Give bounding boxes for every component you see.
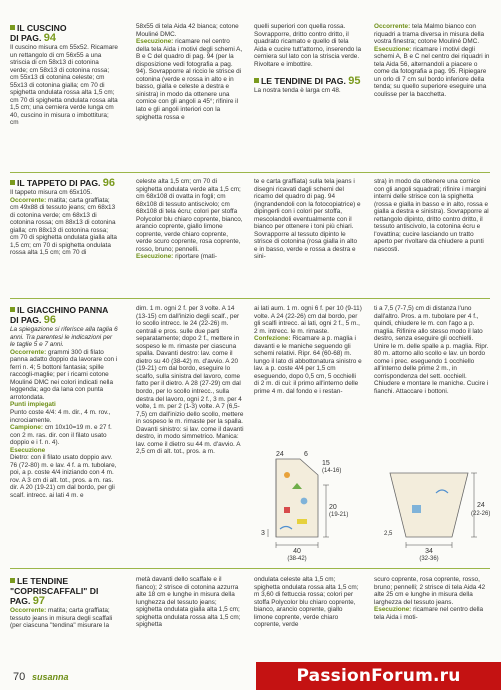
copri-esec-4: Esecuzione: ricamare nel centro della tela Aida i moti- (374, 606, 484, 621)
column-2-copri (136, 576, 244, 629)
copri-cont-4: scuro coprente, rosa coprente, rosso, bruno; pennelli; 2 strisce di tela Aida 42 alte 25 cm e lunghe in misura della larghezza del tessuto jeans. (374, 576, 486, 606)
giacchino-punti: Punto coste 4/4: 4 m. dir., 4 m. rov., incrociamente. (10, 409, 111, 424)
cuscino-occ-4: Occorrente: tela Malmo bianco con riquadri a trama diversa in misura della vostra finestra; cotone Mouliné DMC. (374, 23, 485, 46)
cuscino-esec-2: Esecuzione: ricamare nel centro della tela Aida i motivi degli schemi A, B e C del quadro di pag. 94 (per la disposizione vedi fotografia a pag. 94). Sovrapporre al riccio le strisce di cotonina (verde e rossa in alto e in basso, gialla e celeste a destra e sinistra) in modo da ottenere una cornice con gli angoli a 45°; rifinire il lato e gli angoli interiori con la spighetta rossa e (136, 38, 243, 121)
cuscino-body: Il cuscino misura cm 55x52. Ricamare un rettangolo di cm 56x55 a una striscia di cm 58x13 di cotonina verde; cm 58x13 di cotonina rossa; cm 55x13 di cotonina celeste; cm 55x13 di cotonina gialla; cm 70 di spighetta ondulata rossa alta 1,5 cm; cm 70 di spighetta ondulata rossa alta 1,5 cm; una cerniera verde lunga cm 40, cuscino in misura o imbottitura; cm (10, 44, 118, 127)
tappeto-body: Il tappeto misura cm 65x105. (10, 189, 93, 196)
tendine95-body: La nostra tenda è larga cm 48. (254, 87, 341, 95)
column-4-copri (374, 576, 490, 621)
copriscaffali-occorrente: Occorrente: matita; carta graffiata; tessuto jeans in misura degli scaffali (per ciascuna "tendina" misurare la (10, 607, 113, 630)
vest-dim-bottom: 40 (293, 548, 301, 555)
vest-front-shape (276, 459, 318, 537)
vest-dim-right-alt: (19-21) (329, 512, 349, 518)
giacchino-cont-4: ti a 7,5 (7-7,5) cm di distanza l'uno dall'altro. Pros. a m. tubolare per 4 f., quindi, chiudere le m. con l'ago a p. maglia. Rifinire allo stesso modo il lato destro, senza eseguire gli occhielli. Unire le m. delle spalle a p. maglia. Ripr. 80 m. attorno allo scollo e lav. un bordo come i prec. eseguendo 1 occhiello all'interno delle prime 2 m., in corrispondenza del sett. occhiell. Chiudere e montare le maniche. Cucire i fianchi. Attaccare i bottoni. (374, 305, 489, 396)
tappeto-occorrente: Occorrente: matita; carta graffiata; cm 49x88 di tessuto jeans; cm 68x13 di cotonina verde; cm 68x13 di cotonina rossa; cm 88x13 di cotonina gialla; cm 88x13 di cotonina rossa; cm 70 di spighetta ondulata gialla alta 1,5 cm; cm 70 di spighetta ondulata rossa alta 1,5 cm; cm 70 di (10, 196, 117, 257)
column-2-tappeto (136, 178, 244, 261)
giacchino-esecuzione: Dietro: con il filato usato doppio avv. 76 (72-80) m. e lav. 4 f. a m. tubolare, poi, a p. coste 4/4 iniziando con 4 m. rov. A 3 cm di alt. tot., pros. a m. ras. dir. A 20 (19-21) cm dal bordo, per gli scalf. intrecc. ai lati 4 m. e (10, 454, 117, 500)
vest-dim-mid: 6 (304, 451, 308, 458)
copri-cont-3: ondulata celeste alta 1,5 cm; spighetta ondulata rossa alta 1,5 cm; m 3,60 di fettuccia rossa; colori per stoffa Polycolor blu chiaro coprente, bianco, arancio coprente, giallo limone coprente, verde chiaro coprente, verde (254, 576, 359, 629)
section-divider (10, 298, 490, 299)
tendine95-heading: LE TENDINE DI PAG. 95 (254, 76, 362, 86)
tappeto-esec-2: Esecuzione: riportare (mati- (136, 253, 217, 261)
cuscino-cont-3: quelli superiori con quella rossa. Sovrapporre, dritto contro dritto, il quadrato ricamato e quello di tela Aida e cucire tutt'attorno, inserendo la cerniera sul lato con la striscia verde. Rivoltare e imbottire. (254, 23, 362, 68)
giacchino-cont-3: ai lati aum. 1 m. ogni 6 f. per 10 (9-11) volte. A 24 (22-26) cm dal bordo, per gli scalfi intrecc. ai lati, ogni 2 f., 5 m., 2 m. intrecc. le m. rimaste. (254, 305, 362, 335)
giacchino-intro: La spiegazione si riferisce alla taglia 6 anni. Tra parentesi le indicazioni per le taglie 5 e 7 anni. (10, 326, 118, 349)
column-4 (374, 23, 490, 98)
giacchino-confezione: Confezione: Ricamare a p. maglia i davanti e le maniche seguendo gli schemi relativi. Ripr. 64 (60-68) m. lungo il lato di abbottonatura sinistro e lav. a p. coste 4/4 per 1,5 cm eseguendo, dopo 0,5 cm, 5 occhielli di 2 m. di cui: il primo all'interno delle prime 4 m. dal fondo e i restan- (254, 335, 362, 396)
giacchino-campione: Campione: cm 10x10=19 m. e 27 f. con 2 m. ras. dir. con il filato usato doppio e i f. n. 4). (10, 424, 112, 447)
tappeto-cont-3: te e carta graffiata) sulla tela jeans i disegni ricavati dagli schemi del ricamo del quadro di pag. 94 (ingrandendoli con la fotocopiatrice) e dipingerli con i colori per stoffa, mescolandoli eventualmente con il bianco per ottenere i toni più chiari. Sovrapporre al tessuto dipinto le strisce di cotonina (rosa gialla in alto e in basso, verde e rossa a destra e sini- (254, 178, 361, 261)
column-3 (254, 23, 362, 95)
vest-dim-bottom-alt: (38-42) (287, 556, 307, 562)
column-2-giacchino (136, 305, 244, 456)
tappeto-heading: IL TAPPETO DI PAG. 96 (10, 178, 118, 188)
sleeve-dim-bottom-alt: (32-36) (419, 556, 439, 562)
vest-dim-topleft: 24 (276, 451, 284, 458)
column-3-copri (254, 576, 362, 629)
section-divider (10, 172, 490, 173)
tappeto-cont-4: stra) in modo da ottenere una cornice con gli angoli squadrati; rifinire i margini interni delle strisce con la spighetta (rossa e gialla in basso e in alto, rossa e gialla a destra e sinistra). Sovrapporre al rettangolo dipinto, dritto contro dritto, il tessuto antiscivolo, la cotonina écru e l'ovattina; cucire lasciando un tratto aperto per rivoltare da chiudere a punti nascosti. (374, 178, 489, 253)
vest-dim-top: 15 (322, 460, 330, 467)
column-1-tappeto (10, 178, 118, 257)
cuscino-cont-2: 58x55 di tela Aida 42 bianca; cotone Mouliné DMC. (136, 23, 239, 38)
column-4-giacchino (374, 305, 490, 396)
magazine-brand: susanna (32, 672, 69, 682)
sleeve-shape (390, 473, 468, 537)
column-4-tappeto (374, 178, 490, 253)
sleeve-dim-left: 2,5 (384, 531, 393, 537)
giacchino-heading: IL GIACCHINO PANNA DI PAG. 96 (10, 305, 109, 326)
cuscino-esec-4: Esecuzione: ricamare i motivi degli schemi A, B e C nel centro dei riquadri in tela Aida 56, alternandoli a piacere o come da fotografia a pag. 95. Ripiegare un orlo di 7 cm sul bordo inferiore della tenda; su quello superiore eseguire una coulisse per la bacchetta. (374, 45, 490, 98)
vest-schematic (256, 445, 374, 563)
sleeve-dim-right: 24 (477, 502, 485, 509)
giacchino-esecuzione-label: Esecuzione (10, 446, 46, 454)
giacchino-occorrente: Occorrente: grammi 300 di filato panna adatto doppio da lavorare con i ferri n. 4; 5 bottoni fantasia; spille raccogli-maglie; per i ricami cotone Mouliné DMC nei colori indicati nella leggenda; ago da lana con punta arrotondata. (10, 348, 118, 401)
bullet-square-icon (254, 78, 259, 83)
column-3-giacchino (254, 305, 362, 396)
car-motif-icon (297, 519, 307, 524)
giacchino-cont-2: dim. 1 m. ogni 2 f. per 3 volte. A 14 (13-15) cm dall'inizio degli scalf., per lo scollo intrecc. le 24 (22-26) m. centrali e pros. sulle due parti separatamente; dopo 2 f., mettere in sospeso le m. rimaste per ciascuna spalla. Davanti destro: lav. come il dietro su 40 (38-42) m. d'avvio. A 20 (19-21) cm dal bordo, eseguire lo scalfo, sulla sinistra del lavoro, come fatto per il dietro. A 28 (27-29) cm dal bordo, per lo scollo intrecc., sulla destra del lavoro, ogni 2 f., 3 m. per 4 volte, 1 m. per 2 (1-3) volte. A 7 (6,5-7,5) cm dall'inizio dello scollo, mettere in sospeso le m. rimaste per la spalla. Davanti sinistro: si lav. come il davanti destro, in modo simmetrico. Manica: lav. come il dietro su 44 m. d'avvio. A 2,5 cm di alt. tot., pros. a m. (136, 305, 244, 456)
bullet-square-icon (10, 25, 15, 30)
vest-dim-right: 20 (329, 504, 337, 511)
copriscaffali-heading: LE TENDINE "COPRISCAFFALI" DI PAG. 97 (10, 576, 99, 607)
ball-motif-icon (301, 498, 308, 505)
section-divider (10, 568, 490, 569)
vest-dim-left: 3 (261, 530, 265, 537)
sun-motif-icon (284, 472, 290, 478)
sleeve-dim-right-alt: (22-26) (471, 511, 491, 517)
copri-cont-2: metà davanti dello scaffale e il fianco); 2 strisce di cotonina azzurra alte 18 cm e lunghe in misura della lunghezza del tessuto jeans; spighetta ondulata gialla alta 1,5 cm; spighetta ondulata rossa alta 1,5 cm; spighetta (136, 576, 241, 629)
sleeve-schematic (382, 445, 494, 563)
column-2 (136, 23, 244, 121)
block-motif-icon (284, 507, 290, 513)
column-1 (10, 23, 118, 127)
column-3-tappeto (254, 178, 362, 261)
sleeve-dim-bottom: 34 (425, 548, 433, 555)
vest-dim-top-alt: (14-16) (322, 468, 342, 474)
column-1-giacchino (10, 305, 118, 500)
cuscino-heading: IL CUSCINO DI PAG. 94 (10, 23, 67, 44)
bullet-square-icon (10, 180, 15, 185)
watermark-banner[interactable]: PassionForum.ru (256, 662, 501, 690)
tappeto-cont-2: celeste alta 1,5 cm; cm 70 di spighetta ondulata verde alta 1,5 cm; cm 68x108 di ovatta in fogli; cm 68x108 di tessuto antiscivolo; cm 68x108 di tela écru; colori per stoffa Polycolor blu chiaro coprente, bianco, arancio coprente, giallo limone coprente, verde chiaro coprente, verde scuro coprente, rosa coprente, rosso, bruno; pennelli. (136, 178, 243, 253)
page-number: 70 (13, 671, 26, 683)
giacchino-punti-label: Punti impiegati (10, 401, 56, 409)
sleeve-motif-icon (412, 505, 421, 513)
column-1-copriscaffali (10, 576, 118, 630)
bullet-square-icon (10, 307, 15, 312)
bullet-square-icon (10, 578, 15, 583)
